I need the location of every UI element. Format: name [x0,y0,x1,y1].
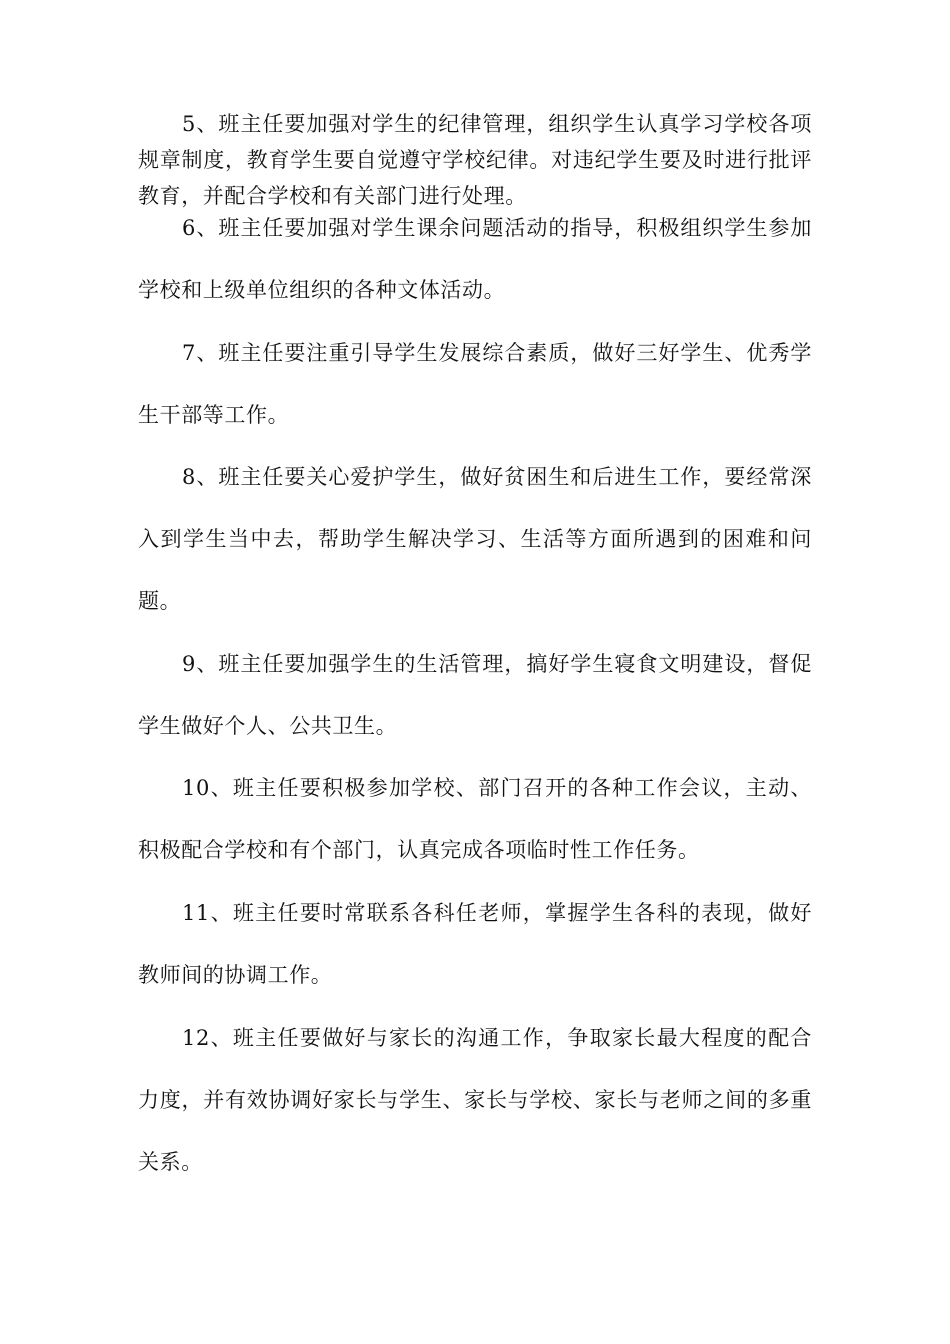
paragraph-item-7: 7、班主任要注重引导学生发展综合素质，做好三好学生、优秀学生干部等工作。 [138,341,812,427]
paragraph-item-9: 9、班主任要加强学生的生活管理，搞好学生寝食文明建设，督促学生做好个人、公共卫生。 [138,652,812,738]
paragraph-item-10: 10、班主任要积极参加学校、部门召开的各种工作会议，主动、积极配合学校和有个部门，认真完成各项临时性工作任务。 [138,776,812,862]
paragraph-item-5: 5、班主任要加强对学生的纪律管理，组织学生认真学习学校各项规章制度，教育学生要自觉遵守学校纪律。对违纪学生要及时进行批评教育，并配合学校和有关部门进行处理。 [138,112,812,208]
paragraph-item-8: 8、班主任要关心爱护学生，做好贫困生和后进生工作，要经常深入到学生当中去，帮助学生解决学习、生活等方面所遇到的困难和问题。 [138,465,812,613]
paragraph-item-6: 6、班主任要加强对学生课余问题活动的指导，积极组织学生参加学校和上级单位组织的各种文体活动。 [138,216,812,302]
document-page [138,0,812,1344]
paragraph-item-12: 12、班主任要做好与家长的沟通工作，争取家长最大程度的配合力度，并有效协调好家长与学生、家长与学校、家长与老师之间的多重关系。 [138,1026,812,1174]
paragraph-item-11: 11、班主任要时常联系各科任老师，掌握学生各科的表现，做好教师间的协调工作。 [138,901,812,987]
